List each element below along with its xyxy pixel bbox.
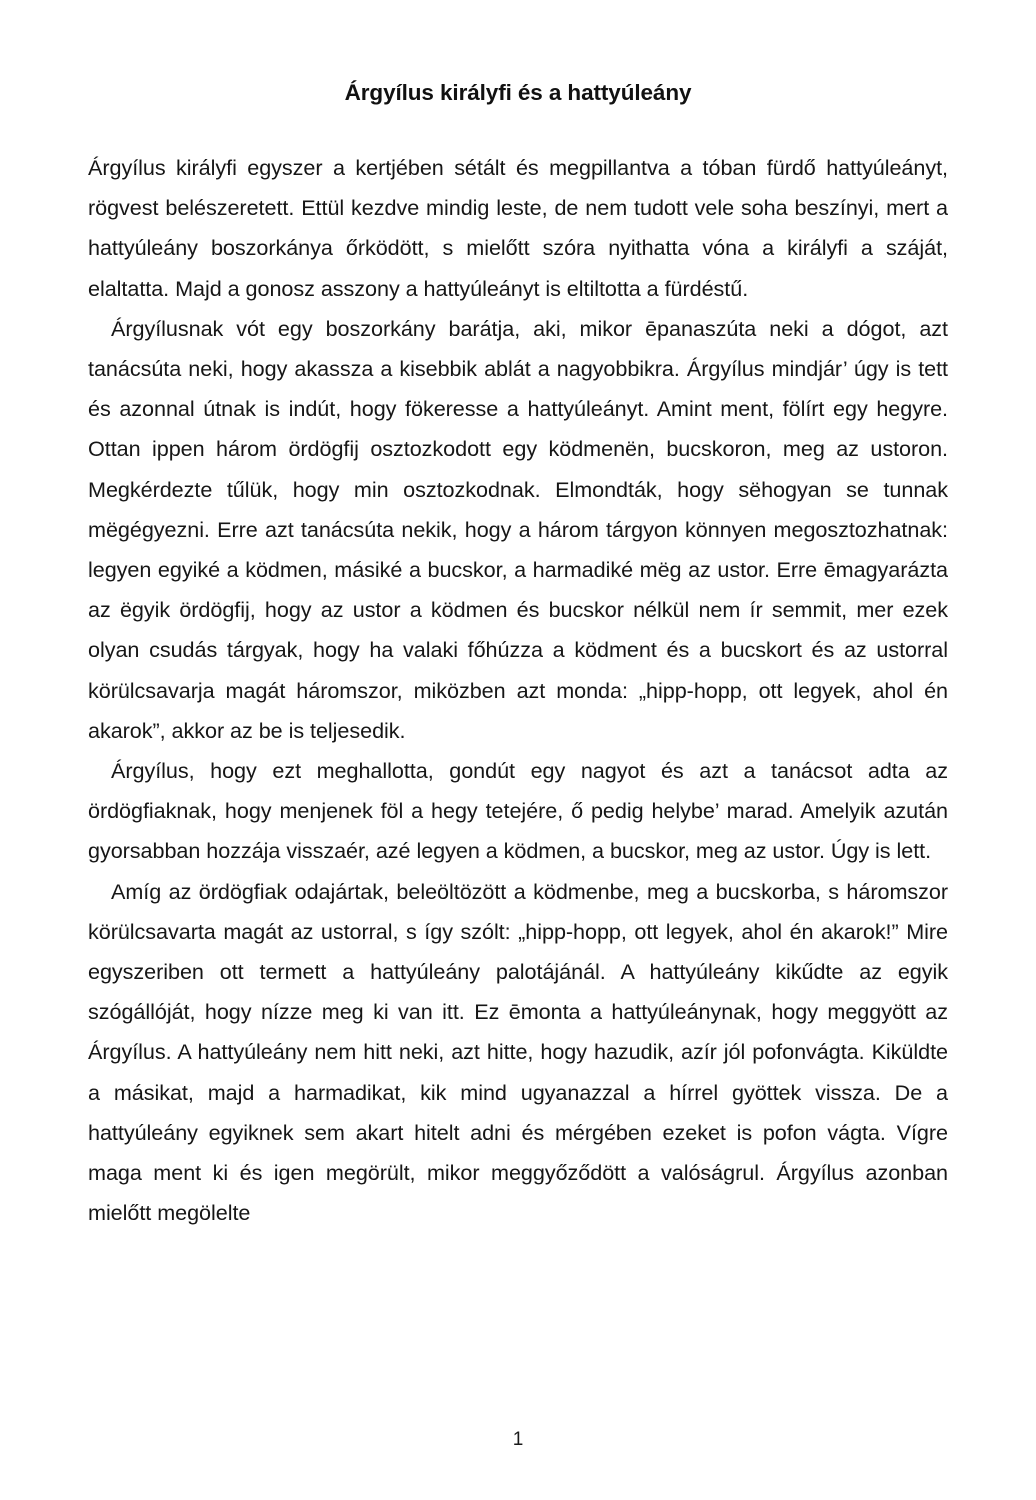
paragraph: Árgyílus királyfi egyszer a kertjében sétált és megpillantva a tóban fürdő hattyúleányt, rögvest belészeretett. Ettül kezdve mindig leste, de nem tudott vele soha beszínyi, mert a hattyúleány boszorkánya őrködött, s mielőtt szóra nyithatta vóna a királyfi a száját, elaltatta. Majd a gonosz asszony a hattyúleányt is eltiltotta a fürdéstű. [88, 155, 948, 301]
paragraph: Amíg az ördögfiak odajártak, beleöltözött a ködmenbe, meg a bucskorba, s háromszor körülcsavarta magát az ustorral, s így szólt: „hipp-hopp, ott legyek, ahol én akarok!” Mire egyszeriben ott termett a hattyúleány palotájánál. A hattyúleány kikűdte az egyik szógállóját, hogy nízze meg ki van itt. Ez ēmonta a hattyúleánynak, hogy meggyött az Árgyílus. A hattyúleány nem hitt neki, azt hitte, hogy hazudik, azír jól pofonvágta. Kiküldte a másikat, majd a harmadikat, kik mind ugyanazzal a hírrel gyöttek vissza. De a hattyúleány egyiknek sem akart hitelt adni és mérgében ezeket is pofon vágta. Vígre maga ment ki és igen megörült, mikor meggyőződött a valóságrul. Árgyílus azonban mielőtt megölelte [88, 878, 948, 1226]
page-title: Árgyílus királyfi és a hattyúleány [344, 80, 692, 105]
paragraph: Árgyílus, hogy ezt meghallotta, gondút egy nagyot és azt a tanácsot adta az ördögfiaknak, hogy menjenek föl a hegy tetejére, ő pedig helybe’ marad. Amelyik azután gyorsabban hozzája visszaér, azé legyen a ködmen, a bucskor, meg az ustor. Úgy is lett. [88, 758, 948, 864]
page-content [88, 0, 948, 1233]
body-text [88, 108, 948, 1233]
page-number: 1 [512, 1429, 524, 1450]
paragraph: Árgyílusnak vót egy boszorkány barátja, aki, mikor ēpanaszúta neki a dógot, azt tanácsúta neki, hogy akassza a kisebbik ablát a nagyobbikra. Árgyílus mindjár’ úgy is tett és azonnal útnak is indút, hogy fökeresse a hattyúleányt. Amint ment, fölírt egy hegyre. Ottan ippen három ördögfij osztozkodott egy ködmenën, bucskoron, meg az ustoron. Megkérdezte tűlük, hogy min osztozkodnak. Elmondták, hogy sëhogyan se tunnak mëgégyezni. Erre azt tanácsúta nekik, hogy a három tárgyon könnyen megosztozhatnak: legyen egyiké a ködmen, másiké a bucskor, a harmadiké mëg az ustor. Erre ēmagyarázta az ëgyik ördögfij, hogy az ustor a ködmen és bucskor nélkül nem ír semmit, mer ezek olyan csudás tárgyak, hogy ha valaki főhúzza a ködment és a bucskort és az ustorral körülcsavarja magát háromszor, miközben azt monda: „hipp-hopp, ott legyek, ahol én akarok”, akkor az be is teljesedik. [88, 315, 948, 743]
